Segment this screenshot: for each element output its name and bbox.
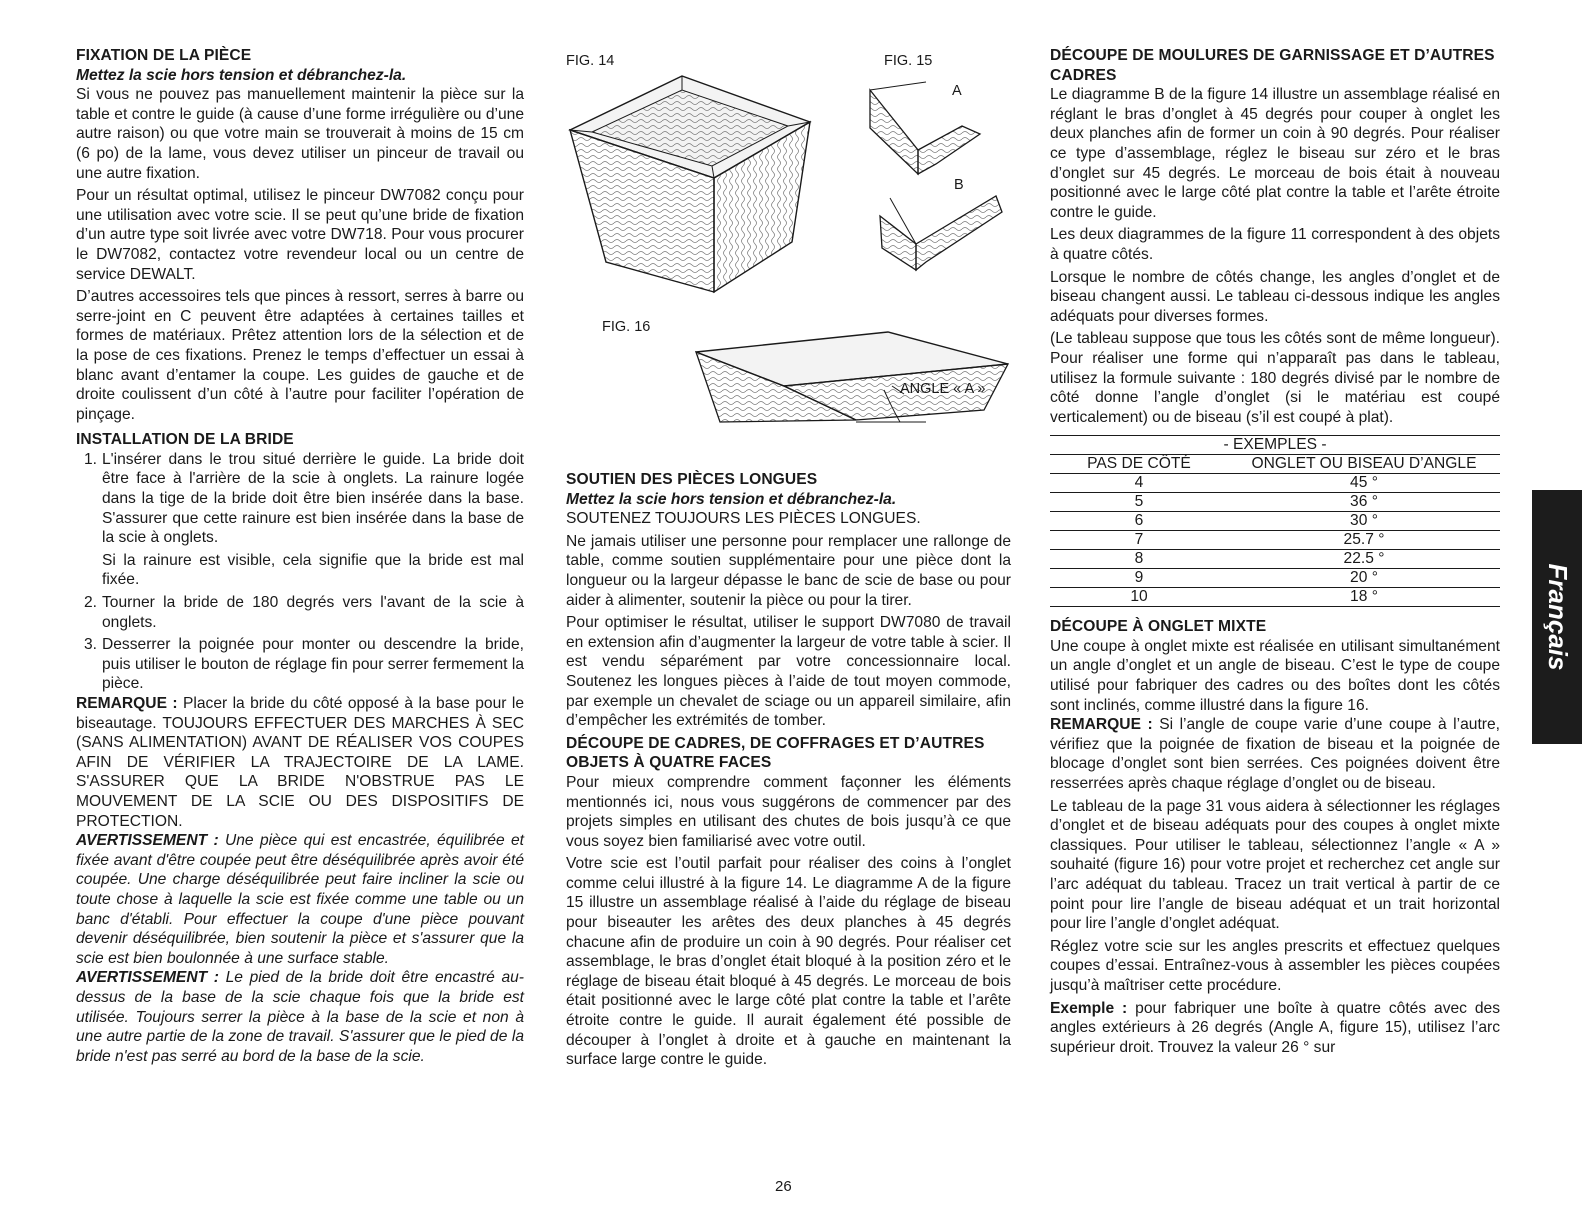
- fig15-joint-b-drawing: [880, 196, 1002, 270]
- installation-step: [76, 635, 524, 694]
- soutien-heading: SOUTIEN DES PIÈCES LONGUES: [566, 471, 818, 488]
- fixation-paragraph-3: D’autres accessoires tels que pinces à ressort, serres à barre ou serre-joint en C peuvent être adaptées à certaines tailles et formes de matériaux. Prêtez attention lors de la sélection et de la pose de ces fixations. Prenez le temps d’effectuer un essai à blanc avant d’entamer la coupe. Les guides de gauche et de droite coulissent d’un côté à l’autre pour faciliter l’opération de pinçage.: [76, 288, 524, 423]
- avertissement-1: [76, 831, 524, 968]
- column-left: [76, 46, 524, 1066]
- table-row: [1050, 550, 1500, 569]
- step-number: 1.: [84, 450, 98, 468]
- mixte-heading: DÉCOUPE À ONGLET MIXTE: [1050, 618, 1267, 636]
- table-cell: 9: [1050, 569, 1228, 588]
- column-middle: [566, 470, 1011, 1070]
- page-number: 26: [775, 1178, 792, 1195]
- table-row: [1050, 569, 1500, 588]
- step-text: Desserrer la poignée pour monter ou descendre la bride, puis utiliser le bouton de réglage fin pour serrer fermement la pièce.: [102, 636, 524, 693]
- avertissement-label: AVERTISSEMENT :: [76, 832, 219, 850]
- soutien-caps-text: SOUTENEZ TOUJOURS LES PIÈCES LONGUES.: [566, 510, 921, 528]
- cadres-paragraph-1: Pour mieux comprendre comment façonner les éléments mentionnés ici, nous vous suggérons de commencer par des projets simples en utilisant des chutes de bois jusqu’à ce que vous soyez bien familiarisé avec votre outil.: [566, 773, 1011, 850]
- avertissement-text: Une pièce qui est encastrée, équilibrée et fixée avant d'être coupée peut être déséquilibrée après avoir été coupée. Une charge déséquilibrée peut faire incliner la scie ou toute chose à laquelle la scie est fixée comme une table ou un banc d'établi. Pour effectuer la coupe d'une pièce pouvant devenir déséquilibrée, bien soutenir la pièce et s'assurer que la scie est bien boulonnée à une surface stable.: [76, 832, 524, 967]
- moulures-paragraph-4: (Le tableau suppose que tous les côtés sont de même longueur). Pour réaliser une forme qui n’apparaît pas dans le tableau, utilisez la formule suivante : 180 degrés divisé par le nombre de côté donne l’angle d’onglet (si le matériau est coupé verticalement) ou de biseau (s’il est coupé à plat).: [1050, 330, 1500, 426]
- table-cell: 7: [1050, 531, 1228, 550]
- fixation-paragraph-2: Pour un résultat optimal, utilisez le pinceur DW7082 conçu pour une utilisation avec votre scie. Il se peut qu’une bride de fixation d’un autre type soit livrée avec votre DW718. Pour vous procurer le DW7082, contactez votre revendeur local ou un centre de service DEWALT.: [76, 187, 524, 283]
- remarque-paragraph: [76, 694, 524, 831]
- exemple-label: Exemple :: [1050, 999, 1128, 1017]
- angle-a-label: ANGLE « A »: [900, 381, 986, 397]
- table-cell: 22.5 °: [1228, 550, 1500, 569]
- figures-illustration: [566, 46, 1011, 436]
- table-cell: 18 °: [1228, 588, 1500, 607]
- table-cell: 5: [1050, 493, 1228, 512]
- remarque-label: REMARQUE :: [1050, 716, 1153, 734]
- mixte-paragraph-1: Une coupe à onglet mixte est réalisée en utilisant simultanément un angle d’onglet et un angle de biseau. C’est le type de coupe utilisé pour fabriquer des cadres ou des boîtes dont les côtés sont inclinés, comme illustré dans la figure 16.: [1050, 637, 1500, 714]
- exemple-paragraph: [1050, 999, 1500, 1058]
- avertissement-2: [76, 968, 524, 1066]
- table-row: [1050, 531, 1500, 550]
- table-cell: 45 °: [1228, 474, 1500, 493]
- examples-table-header-sides: PAS DE CÔTÉ: [1050, 455, 1228, 474]
- language-side-tab: [1532, 490, 1582, 744]
- figures-area: [566, 46, 1011, 436]
- step-number: 2.: [84, 594, 98, 612]
- column-right: [1050, 46, 1500, 1057]
- fixation-heading: FIXATION DE LA PIÈCE: [76, 47, 252, 64]
- fixation-warning: Mettez la scie hors tension et débranchez-la.: [76, 66, 407, 84]
- installation-step: [76, 593, 524, 632]
- avertissement-text: Le pied de la bride doit être encastré au-dessus de la base de la scie chaque fois que la bride est utilisée. Toujours serrer la pièce à la base de la scie et non à une autre partie de la zone de travail. S'assurer que le pied de la bride n'est pas serré au bord de la base de la scie.: [76, 969, 524, 1065]
- table-cell: 8: [1050, 550, 1228, 569]
- mixte-paragraph-3: Réglez votre scie sur les angles prescrits et effectuez quelques coupes d’essai. Entraînez-vous à assembler les pièces coupées jusqu’à maîtriser cette procédure.: [1050, 937, 1500, 994]
- remarque-text: Si l’angle de coupe varie d’une coupe à l’autre, vérifiez que la poignée de fixation de biseau et la poignée de blocage d’onglet sont bien serrées. Ces poignées doivent être resserrées après chaque réglage d’onglet ou de biseau.: [1050, 716, 1500, 793]
- fig15-label: FIG. 15: [884, 53, 933, 69]
- cadres-paragraph-2: Votre scie est l’outil parfait pour réaliser des coins à l’onglet comme celui illustré à la figure 14. Le diagramme A de la figure 15 illustre un assemblage réalisé à l’aide du réglage de biseau pour biseauter les arêtes des deux planches à 45 degrés chacune afin de produire un coin à 90 degrés. Pour réaliser cet assemblage, le bras d’onglet était bloqué à la position zéro et le réglage de biseau était bloqué à 45 degrés. Le morceau de bois était positionné avec le large côté plat contre la table et l’arête étroite contre le guide. Il aurait également été possible de découper à l’onglet à droite et à gauche en maintenant la surface large contre le guide.: [566, 855, 1011, 1069]
- table-row: [1050, 512, 1500, 531]
- step-number: 3.: [84, 636, 98, 654]
- cadres-heading: DÉCOUPE DE CADRES, DE COFFRAGES ET D’AUTRES OBJETS À QUATRE FACES: [566, 734, 985, 772]
- remarque-paragraph: [1050, 715, 1500, 793]
- remarque-text: Placer la bride du côté opposé à la base pour le biseautage. TOUJOURS EFFECTUER DES MARCHES À SEC (SANS ALIMENTATION) AVANT DE RÉALISER VOS COUPES AFIN DE VÉRIFIER LA TRAJECTOIRE DE LA LAME. S'ASSURER QUE LA BRIDE N'OBSTRUE PAS LE MOUVEMENT DE LA SCIE OU DES DISPOSITIFS DE PROTECTION.: [76, 695, 524, 830]
- table-cell: 30 °: [1228, 512, 1500, 531]
- mixte-paragraph-2: Le tableau de la page 31 vous aidera à sélectionner les réglages d’onglet et de biseau adéquats pour des coupes à onglet mixte classiques. Pour utiliser le tableau, sélectionnez l’angle « A » souhaité (figure 16) pour votre projet et recherchez cet angle sur l’arc adéquat du tableau. Tracez un trait vertical à partir de ce point pour lire l’angle de biseau adéquat et un trait horizontal pour lire l’angle d’onglet adéquat.: [1050, 797, 1500, 933]
- installation-heading: INSTALLATION DE LA BRIDE: [76, 431, 294, 449]
- moulures-paragraph-2: Les deux diagrammes de la figure 11 correspondent à des objets à quatre côtés.: [1050, 226, 1500, 263]
- moulures-paragraph-3: Lorsque le nombre de côtés change, les angles d’onglet et de biseau changent aussi. Le tableau ci-dessous indique les angles adéquats pour diverses formes.: [1050, 268, 1500, 325]
- table-cell: 10: [1050, 588, 1228, 607]
- moulures-heading: DÉCOUPE DE MOULURES DE GARNISSAGE ET D’AUTRES CADRES: [1050, 47, 1495, 84]
- table-cell: 4: [1050, 474, 1228, 493]
- soutien-warning: Mettez la scie hors tension et débranchez-la.: [566, 490, 897, 508]
- fig15-joint-a-drawing: [870, 82, 980, 174]
- step-text: L'insérer dans le trou situé derrière le guide. La bride doit être face à l'arrière de la scie à onglets. La rainure logée dans la tige de la bride doit être bien insérée dans la base. S'assurer que cette rainure est bien insérée dans la base de la scie à onglets.: [102, 450, 524, 547]
- fig15-label-a: A: [952, 83, 962, 99]
- installation-step: [76, 450, 524, 590]
- table-row: [1050, 474, 1500, 493]
- fig14-label: FIG. 14: [566, 53, 615, 69]
- table-cell: 36 °: [1228, 493, 1500, 512]
- fig14-box-drawing: [570, 76, 810, 292]
- examples-table-header-angle: ONGLET OU BISEAU D’ANGLE: [1228, 455, 1500, 474]
- table-cell: 25.7 °: [1228, 531, 1500, 550]
- fig16-tapered-box-drawing: [696, 332, 1008, 422]
- table-row: [1050, 588, 1500, 607]
- fig16-label: FIG. 16: [602, 319, 651, 335]
- table-cell: 6: [1050, 512, 1228, 531]
- language-side-tab-label: Français: [1542, 563, 1573, 671]
- table-cell: 20 °: [1228, 569, 1500, 588]
- soutien-paragraph-1: Ne jamais utiliser une personne pour remplacer une rallonge de table, comme soutien supplémentaire pour une pièce dont la longueur ou la largeur dépasse le banc de scie de base ou pour aider à alimenter, soutenir la pièce ou pour la tirer.: [566, 532, 1011, 609]
- examples-table-caption: - EXEMPLES -: [1050, 436, 1500, 455]
- fixation-paragraph-1: Si vous ne pouvez pas manuellement maintenir la pièce sur la table et contre le guide (à cause d’une forme irrégulière ou d’une autre raison) ou que votre main se trouverait à moins de 15 cm (6 po) de la lame, vous devez utiliser un pinceur de travail ou une autre fixation.: [76, 86, 524, 182]
- installation-steps: [76, 450, 524, 694]
- examples-table: [1050, 435, 1500, 607]
- soutien-paragraph-2: Pour optimiser le résultat, utiliser le support DW7080 de travail en extension afin d’augmenter la largeur de votre table à scier. Il est vendu séparément par votre concessionnaire local. Soutenez les longues pièces à l’aide de tout moyen commode, par exemple un chevalet de sciage ou un appareil similaire, afin d’empêcher les extrémités de tomber.: [566, 614, 1011, 730]
- exemple-text: pour fabriquer une boîte à quatre côtés avec des angles extérieurs à 26 degrés (Angle A, figure 15), utilisez l’arc supérieur droit. Trouvez la valeur 26 ° sur: [1050, 999, 1500, 1056]
- table-row: [1050, 493, 1500, 512]
- step-note: Si la rainure est visible, cela signifie que la bride est mal fixée.: [102, 551, 524, 589]
- remarque-label: REMARQUE :: [76, 695, 178, 712]
- moulures-paragraph-1: Le diagramme B de la figure 14 illustre un assemblage réalisé en réglant le bras d’onglet à 45 degrés pour couper à onglet les deux planches afin de former un coin à 90 degrés. Pour réaliser ce type d’assemblage, réglez le biseau sur zéro et le bras d’onglet sur 45 degrés. Le morceau de bois était à nouveau positionné avec le large côté plat contre la table et l’arête étroite contre le guide.: [1050, 86, 1500, 221]
- avertissement-label: AVERTISSEMENT :: [76, 969, 219, 987]
- fig15-label-b: B: [954, 177, 964, 193]
- step-text: Tourner la bride de 180 degrés vers l'avant de la scie à onglets.: [102, 594, 524, 631]
